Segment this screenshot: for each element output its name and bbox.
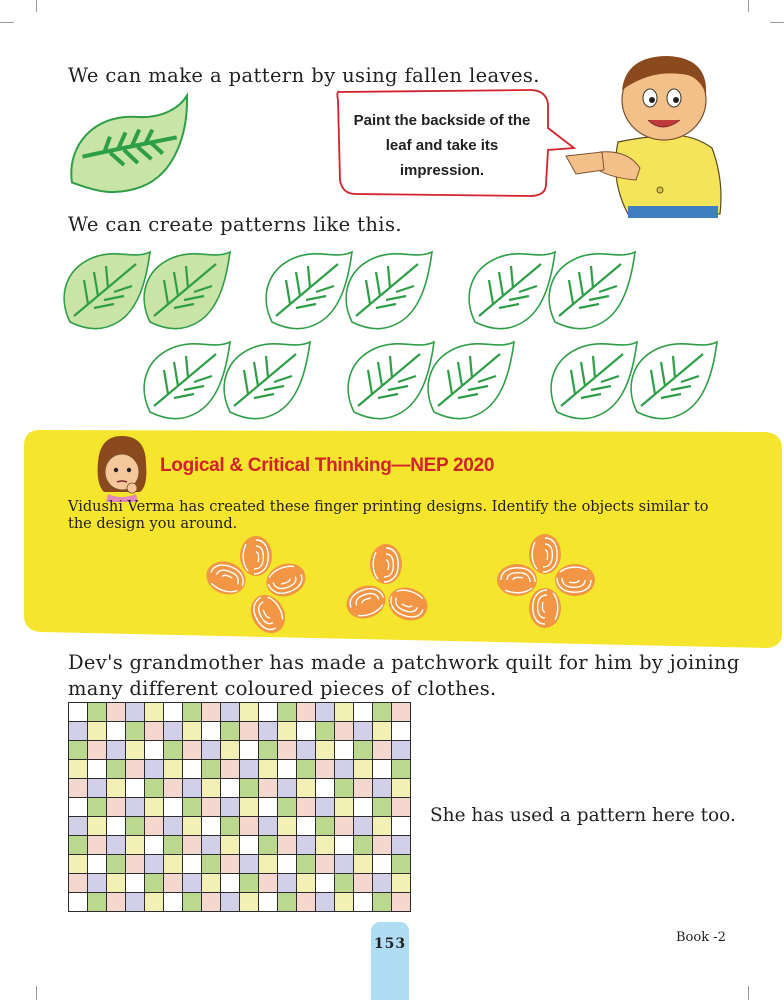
quilt-patch bbox=[69, 798, 87, 816]
quilt-patch bbox=[164, 722, 182, 740]
quilt-patch bbox=[107, 760, 125, 778]
quilt-patch bbox=[316, 779, 334, 797]
quilt-patch bbox=[126, 817, 144, 835]
quilt-patch bbox=[316, 798, 334, 816]
quilt-patch bbox=[335, 741, 353, 759]
quilt-patch bbox=[221, 722, 239, 740]
quilt-patch bbox=[259, 798, 277, 816]
quilt-patch bbox=[392, 703, 410, 721]
quilt-patch bbox=[392, 741, 410, 759]
quilt-patch bbox=[354, 836, 372, 854]
quilt-patch bbox=[297, 703, 315, 721]
speech-bubble-text: Paint the backside of the leaf and take its impression. bbox=[353, 112, 531, 179]
quilt-patch bbox=[335, 798, 353, 816]
quilt-patch bbox=[107, 855, 125, 873]
quilt-patch bbox=[259, 836, 277, 854]
quilt-patch bbox=[316, 817, 334, 835]
quilt-patch bbox=[164, 741, 182, 759]
quilt-patch bbox=[392, 760, 410, 778]
quilt-patch bbox=[183, 874, 201, 892]
quilt-patch bbox=[183, 817, 201, 835]
quilt-patch bbox=[316, 722, 334, 740]
quilt-patch bbox=[335, 779, 353, 797]
quilt-patch bbox=[259, 874, 277, 892]
quilt-patch bbox=[202, 703, 220, 721]
quilt-patch bbox=[107, 817, 125, 835]
book-label: Book -2 bbox=[676, 930, 726, 945]
quilt-patch bbox=[145, 893, 163, 911]
quilt-patch bbox=[278, 874, 296, 892]
quilt-patch bbox=[69, 779, 87, 797]
quilt-patch bbox=[297, 798, 315, 816]
quilt-patch bbox=[335, 722, 353, 740]
quilt-patch bbox=[316, 855, 334, 873]
quilt-patch bbox=[126, 741, 144, 759]
boy-illustration bbox=[566, 56, 721, 218]
pattern-intro-text: We can create patterns like this. bbox=[68, 213, 402, 236]
quilt-patch bbox=[221, 836, 239, 854]
quilt-patch bbox=[240, 703, 258, 721]
quilt-patch bbox=[297, 741, 315, 759]
quilt-patch bbox=[354, 798, 372, 816]
quilt-patch bbox=[221, 874, 239, 892]
quilt-patch bbox=[221, 741, 239, 759]
quilt-patch bbox=[145, 722, 163, 740]
quilt-patch bbox=[183, 760, 201, 778]
quilt-patch bbox=[354, 741, 372, 759]
quilt-patch bbox=[69, 817, 87, 835]
quilt-patch bbox=[145, 760, 163, 778]
quilt-patch bbox=[373, 703, 391, 721]
quilt-patch bbox=[278, 703, 296, 721]
quilt-patch bbox=[354, 722, 372, 740]
quilt-patch bbox=[202, 722, 220, 740]
quilt-patch bbox=[145, 703, 163, 721]
quilt-patch bbox=[88, 722, 106, 740]
quilt-patch bbox=[297, 722, 315, 740]
quilt-patch bbox=[107, 722, 125, 740]
leaf-pattern-pair-1 bbox=[64, 252, 230, 329]
quilt-patch bbox=[278, 836, 296, 854]
quilt-patch bbox=[354, 874, 372, 892]
quilt-patch bbox=[202, 779, 220, 797]
quilt-patch bbox=[373, 722, 391, 740]
quilt-patch bbox=[126, 836, 144, 854]
quilt-patch bbox=[240, 798, 258, 816]
quilt-patch bbox=[240, 741, 258, 759]
quilt-patch bbox=[335, 855, 353, 873]
quilt-patch bbox=[335, 760, 353, 778]
quilt-patch bbox=[88, 855, 106, 873]
quilt-patch bbox=[392, 874, 410, 892]
quilt-patch bbox=[164, 874, 182, 892]
quilt-patch bbox=[88, 760, 106, 778]
quilt-patch bbox=[259, 779, 277, 797]
quilt-patch bbox=[88, 779, 106, 797]
quilt-patch bbox=[373, 760, 391, 778]
quilt-patch bbox=[335, 703, 353, 721]
quilt-patch bbox=[316, 874, 334, 892]
quilt-patch bbox=[259, 893, 277, 911]
quilt-patch bbox=[392, 817, 410, 835]
leaf-pattern-pair-6 bbox=[551, 342, 717, 419]
quilt-patch bbox=[259, 760, 277, 778]
quilt-patch bbox=[164, 855, 182, 873]
quilt-patch bbox=[354, 760, 372, 778]
quilt-patch bbox=[316, 893, 334, 911]
quilt-patch bbox=[221, 893, 239, 911]
quilt-patch bbox=[202, 741, 220, 759]
quilt-patch bbox=[278, 741, 296, 759]
quilt-patch bbox=[202, 874, 220, 892]
quilt-patch bbox=[145, 874, 163, 892]
quilt-patch bbox=[221, 798, 239, 816]
quilt-patch bbox=[373, 798, 391, 816]
quilt-patch bbox=[183, 836, 201, 854]
quilt-patch bbox=[107, 798, 125, 816]
quilt-patch bbox=[316, 741, 334, 759]
quilt-patch bbox=[240, 836, 258, 854]
quilt-patch bbox=[126, 798, 144, 816]
quilt-patch bbox=[69, 836, 87, 854]
quilt-patch bbox=[88, 817, 106, 835]
quilt-patch bbox=[259, 741, 277, 759]
quilt-patch bbox=[335, 836, 353, 854]
quilt-patch bbox=[69, 722, 87, 740]
quilt-patch bbox=[278, 798, 296, 816]
quilt-patch bbox=[392, 722, 410, 740]
quilt-patch bbox=[373, 855, 391, 873]
leaf-pattern-pair-4 bbox=[144, 342, 310, 419]
quilt-patch bbox=[69, 874, 87, 892]
quilt-patch bbox=[183, 741, 201, 759]
quilt-patch bbox=[373, 779, 391, 797]
quilt-patch bbox=[183, 722, 201, 740]
page-number: 153 bbox=[373, 936, 407, 952]
quilt-patch bbox=[126, 893, 144, 911]
quilt-patch bbox=[316, 836, 334, 854]
nep-title: Logical & Critical Thinking—NEP 2020 bbox=[160, 455, 495, 476]
quilt-patch bbox=[145, 836, 163, 854]
quilt-patch bbox=[373, 874, 391, 892]
quilt-patch bbox=[354, 893, 372, 911]
quilt-patch bbox=[183, 855, 201, 873]
quilt-patch bbox=[392, 855, 410, 873]
quilt-description-text: Dev's grandmother has made a patchwork quilt for him by joining many different coloured pieces of clothes. bbox=[68, 651, 740, 700]
quilt-patch bbox=[164, 760, 182, 778]
quilt-patch bbox=[69, 703, 87, 721]
quilt-patch bbox=[107, 893, 125, 911]
page-number-tab bbox=[371, 922, 409, 1000]
quilt-patch bbox=[335, 817, 353, 835]
quilt-patch bbox=[202, 836, 220, 854]
quilt-patch bbox=[240, 874, 258, 892]
quilt-patch bbox=[107, 836, 125, 854]
quilt-patch bbox=[278, 855, 296, 873]
quilt-patch bbox=[259, 817, 277, 835]
quilt-patch bbox=[297, 855, 315, 873]
quilt-patch bbox=[221, 703, 239, 721]
quilt-patch bbox=[297, 779, 315, 797]
quilt-patch bbox=[297, 760, 315, 778]
quilt-pattern-note: She has used a pattern here too. bbox=[430, 805, 736, 826]
quilt-patch bbox=[221, 817, 239, 835]
quilt-patch bbox=[145, 741, 163, 759]
quilt-patch bbox=[183, 893, 201, 911]
quilt-patch bbox=[202, 817, 220, 835]
quilt-patch bbox=[145, 855, 163, 873]
quilt-patch bbox=[88, 893, 106, 911]
quilt-patch bbox=[126, 760, 144, 778]
quilt-patch bbox=[278, 893, 296, 911]
quilt-patch bbox=[202, 760, 220, 778]
leaf-pattern-pair-5 bbox=[348, 342, 514, 419]
quilt-patch bbox=[392, 779, 410, 797]
quilt-patch bbox=[392, 893, 410, 911]
quilt-patch bbox=[107, 741, 125, 759]
quilt-patch bbox=[164, 703, 182, 721]
quilt-patch bbox=[240, 855, 258, 873]
quilt-patch bbox=[107, 703, 125, 721]
quilt-patch bbox=[297, 893, 315, 911]
quilt-patch bbox=[316, 703, 334, 721]
quilt-patch bbox=[240, 817, 258, 835]
quilt-patch bbox=[278, 817, 296, 835]
quilt-patch bbox=[354, 855, 372, 873]
quilt-patch bbox=[164, 836, 182, 854]
quilt-patch bbox=[278, 722, 296, 740]
quilt-patch bbox=[240, 722, 258, 740]
quilt-patch bbox=[69, 855, 87, 873]
quilt-patch bbox=[373, 817, 391, 835]
leaf-pattern-pair-3 bbox=[469, 252, 635, 329]
quilt-patch bbox=[221, 855, 239, 873]
quilt-patch bbox=[164, 779, 182, 797]
quilt-patch bbox=[240, 779, 258, 797]
quilt-patch bbox=[259, 722, 277, 740]
quilt-patch bbox=[278, 779, 296, 797]
quilt-patch bbox=[126, 703, 144, 721]
quilt-patch bbox=[88, 836, 106, 854]
quilt-patch bbox=[69, 741, 87, 759]
quilt-patch bbox=[392, 798, 410, 816]
quilt-patch bbox=[183, 779, 201, 797]
quilt-patch bbox=[278, 760, 296, 778]
quilt-patch bbox=[164, 798, 182, 816]
quilt-patch bbox=[259, 855, 277, 873]
quilt-patch bbox=[221, 760, 239, 778]
quilt-patch bbox=[392, 836, 410, 854]
quilt-patch bbox=[335, 893, 353, 911]
leaf-pattern-pair-2 bbox=[266, 252, 432, 329]
quilt-patch bbox=[145, 798, 163, 816]
quilt-patch bbox=[164, 893, 182, 911]
quilt-patch bbox=[373, 836, 391, 854]
quilt-patch bbox=[88, 741, 106, 759]
quilt-patch bbox=[240, 893, 258, 911]
quilt-patch bbox=[202, 855, 220, 873]
quilt-patch bbox=[297, 874, 315, 892]
quilt-patch bbox=[126, 779, 144, 797]
quilt-patch bbox=[88, 874, 106, 892]
quilt-patch bbox=[126, 874, 144, 892]
quilt-patch bbox=[240, 760, 258, 778]
quilt-patch bbox=[126, 855, 144, 873]
quilt-patch bbox=[69, 893, 87, 911]
quilt-patch bbox=[107, 779, 125, 797]
quilt-patch bbox=[316, 760, 334, 778]
quilt-patch bbox=[145, 779, 163, 797]
quilt-patch bbox=[297, 836, 315, 854]
quilt-patch bbox=[164, 817, 182, 835]
quilt-patch bbox=[88, 703, 106, 721]
quilt-patch bbox=[335, 874, 353, 892]
quilt-patch bbox=[373, 893, 391, 911]
quilt-patch bbox=[221, 779, 239, 797]
leaf-intro-text: We can make a pattern by using fallen leaves. bbox=[68, 64, 540, 87]
quilt-patch bbox=[202, 798, 220, 816]
quilt-patch bbox=[126, 722, 144, 740]
nep-instruction-text: Vidushi Verma has created these finger printing designs. Identify the objects similar to the design you around. bbox=[68, 499, 709, 532]
quilt-patch bbox=[373, 741, 391, 759]
patchwork-quilt-grid bbox=[68, 702, 411, 912]
quilt-patch bbox=[69, 760, 87, 778]
quilt-patch bbox=[88, 798, 106, 816]
quilt-patch bbox=[354, 779, 372, 797]
quilt-patch bbox=[354, 817, 372, 835]
quilt-patch bbox=[259, 703, 277, 721]
quilt-patch bbox=[297, 817, 315, 835]
quilt-patch bbox=[202, 893, 220, 911]
quilt-patch bbox=[183, 798, 201, 816]
big-leaf-illustration bbox=[62, 96, 199, 199]
quilt-patch bbox=[183, 703, 201, 721]
quilt-patch bbox=[145, 817, 163, 835]
quilt-patch bbox=[354, 703, 372, 721]
quilt-patch bbox=[107, 874, 125, 892]
